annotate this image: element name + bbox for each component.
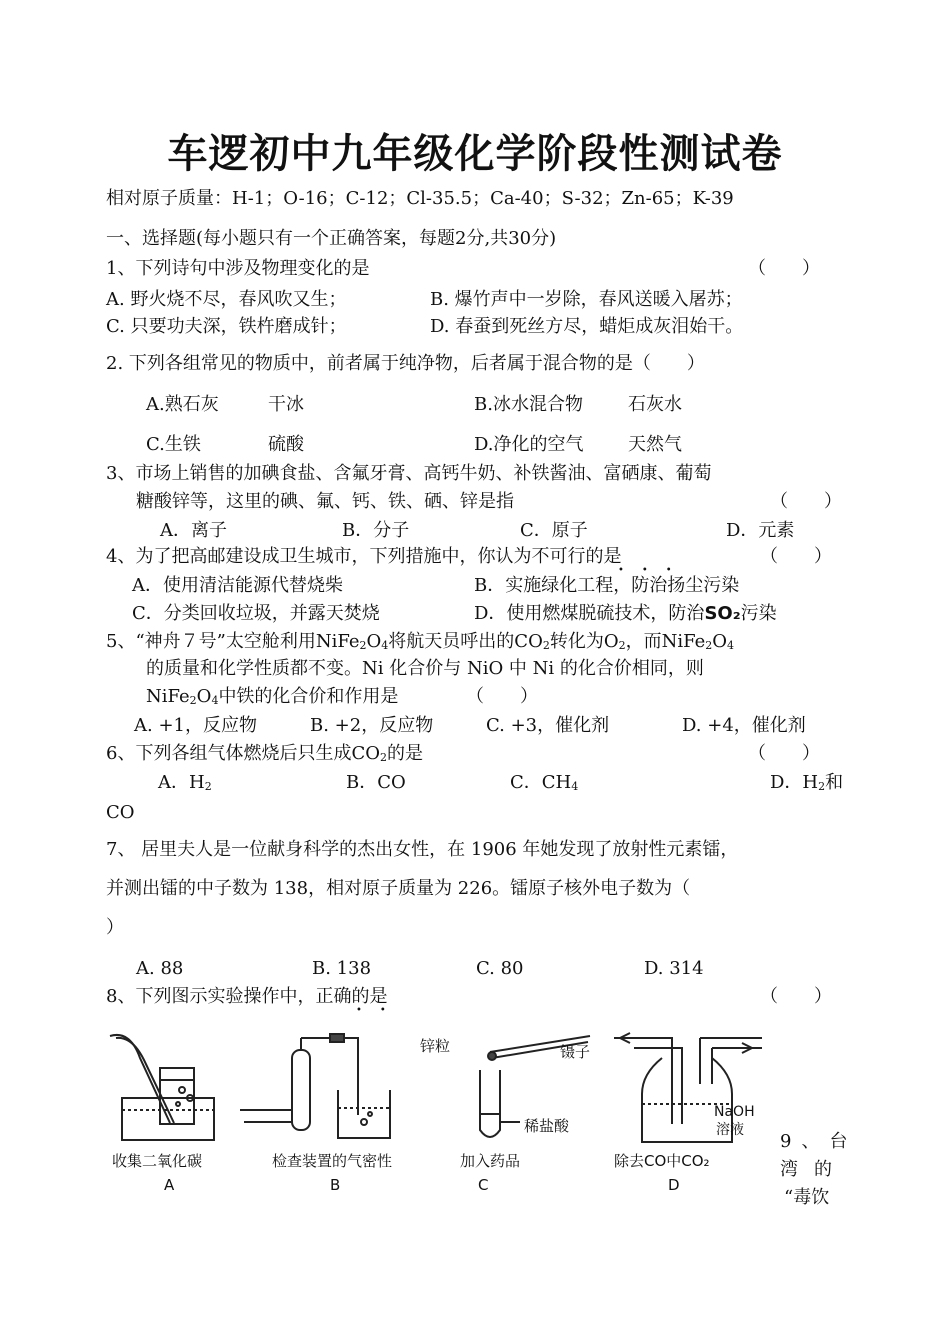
q3-stem-line2: 糖酸锌等，这里的碘、氟、钙、铁、硒、锌是指 [136,491,514,512]
q1-stem: 1、下列诗句中涉及物理变化的是 [106,258,370,279]
q2-option-d-second: 天然气 [628,434,682,455]
label-solution: 溶液 [716,1122,744,1138]
figure-b-airtightness [240,1030,410,1145]
q7-stem-line3: ） [106,917,124,938]
q2-stem: 2. 下列各组常见的物质中，前者属于纯净物，后者属于混合物的是（ ） [106,353,705,374]
q3-option-d: D．元素 [726,520,795,541]
q9-stem-line3: “毒饮 [784,1187,830,1208]
q6-option-b: B．CO [346,772,406,793]
figure-a-letter: A [164,1176,175,1194]
q2-option-a: A.熟石灰 [146,394,219,415]
q5-stem-line3: $NiFe_2O_4$中铁的化合价和作用是 [146,686,399,707]
q3-answer-paren: （ ） [770,491,842,512]
q7-option-a: A. 88 [136,958,184,979]
q8-answer-paren: （ ） [760,986,832,1007]
figure-c-letter: C [478,1176,489,1194]
q7-stem-line1: 7、 居里夫人是一位献身科学的杰出女性，在 1906 年她发现了放射性元素镭， [106,839,739,860]
figure-d-remove-co2 [612,1024,772,1149]
q2-option-c: C.生铁 [146,434,201,455]
figure-d-caption: 除去CO中CO₂ [614,1152,710,1170]
q5-stem-line2: 的质量和化学性质都不变。Ni 化合价与 NiO 中 Ni 的化合价相同，则 [146,658,704,679]
figure-a-collect-co2 [100,1028,230,1158]
q7-option-d: D. 314 [644,958,704,979]
q6-stem: 6、下列各组气体燃烧后只生成$CO_2$的是 [106,743,423,764]
q6-option-a: A．$H_2$ [158,772,212,793]
q4-option-a: A．使用清洁能源代替烧柴 [132,575,343,596]
figure-c-caption: 加入药品 [460,1152,521,1170]
q3-option-c: C．原子 [520,520,588,541]
q8-stem: 8、下列图示实验操作中，正确的是 [106,986,388,1007]
q6-answer-paren: （ ） [748,743,820,764]
q4-option-c: C．分类回收垃圾，并露天焚烧 [132,603,380,624]
q2-option-d: D.净化的空气 [474,434,584,455]
q1-option-d: D. 春蚕到死丝方尽，蜡炬成灰泪始干。 [430,316,744,337]
q4-answer-paren: （ ） [760,546,832,567]
q1-option-c: C. 只要功夫深，铁杵磨成针； [106,316,347,337]
emphasis-dots: •• [356,1005,404,1016]
q5-option-c: C. +3，催化剂 [486,715,610,736]
q9-stem-line2: 湾的 [780,1159,848,1180]
label-naoh: NaOH [714,1104,755,1120]
q4-stem: 4、为了把高邮建设成卫生城市，下列措施中，你认为不可行的是 [106,546,622,567]
label-dilute-hcl: 稀盐酸 [524,1117,570,1135]
page-title: 车逻初中九年级化学阶段性测试卷 [167,131,783,177]
q5-option-a: A. +1，反应物 [134,715,257,736]
q5-answer-paren: （ ） [466,686,538,707]
figure-b-letter: B [330,1176,341,1194]
q5-option-d: D. +4，催化剂 [682,715,806,736]
q5-stem-line1: 5、“神舟７号”太空舱利用$NiFe_2O_4$将航天员呼出的$CO_2$转化为$O_2$，而$NiFe_2O_4$ [106,631,735,652]
emphasis-dots: ••• [618,565,690,576]
q2-option-b: B.冰水混合物 [474,394,583,415]
q3-stem-line1: 3、市场上销售的加碘食盐、含氟牙膏、高钙牛奶、补铁酱油、富硒康、葡萄 [106,463,712,484]
q2-option-a-second: 干冰 [268,394,304,415]
q4-option-b: B．实施绿化工程，防治扬尘污染 [474,575,740,596]
q1-answer-paren: （ ） [748,258,820,279]
q7-stem-line2: 并测出镭的中子数为 138，相对原子质量为 226。镭原子核外电子数为（ [106,878,691,899]
q6-option-d-wrap: CO [106,802,135,823]
figure-b-caption: 检查装置的气密性 [272,1152,393,1170]
q9-stem-line1: 9、台 [780,1131,858,1152]
q7-option-b: B. 138 [312,958,372,979]
section-heading: 一、选择题(每小题只有一个正确答案，每题2分,共30分) [106,228,557,249]
q5-option-b: B. +2，反应物 [310,715,434,736]
q6-option-d: D．$H_2$和 [770,772,844,793]
figure-d-letter: D [668,1176,680,1194]
q1-option-b: B. 爆竹声中一岁除，春风送暖入屠苏； [430,289,743,310]
q1-option-a: A. 野火烧不尽，春风吹又生； [106,289,347,310]
q4-option-d: D．使用燃煤脱硫技术，防治SO₂污染 [474,603,777,624]
q7-option-c: C. 80 [476,958,524,979]
label-zinc: 锌粒 [420,1037,451,1055]
atomic-masses: 相对原子质量：H-1；O-16；C-12；Cl-35.5；Ca-40；S-32；Zn-65；K-39 [106,188,734,209]
q2-option-c-second: 硫酸 [268,434,304,455]
q6-option-c: C．$CH_4$ [510,772,579,793]
q3-option-a: A．离子 [160,520,227,541]
figure-a-caption: 收集二氧化碳 [112,1152,203,1170]
label-tweezers: 镊子 [560,1043,591,1061]
q2-option-b-second: 石灰水 [628,394,682,415]
q3-option-b: B．分子 [342,520,410,541]
